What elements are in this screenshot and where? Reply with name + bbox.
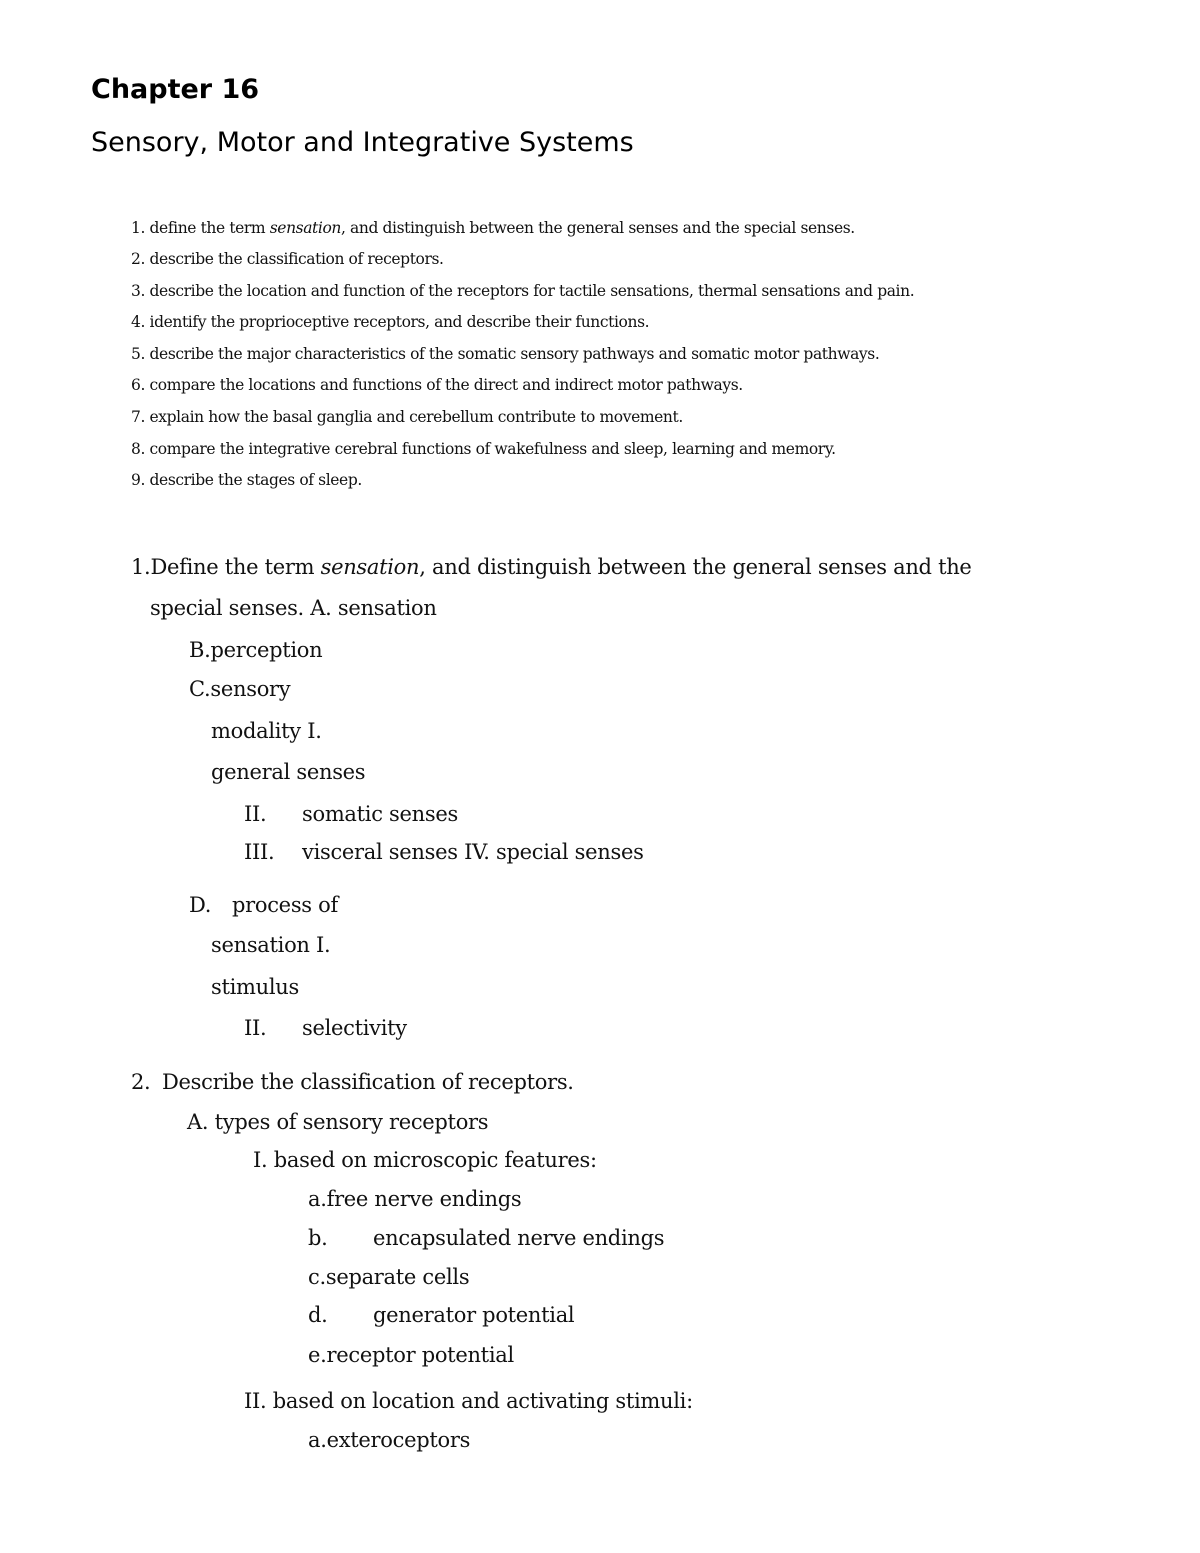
outline-line: a.exteroceptors (308, 1428, 471, 1452)
chapter-subtitle: Sensory, Motor and Integrative Systems (91, 127, 634, 158)
section-number: 2. (131, 1070, 151, 1094)
outline-line: special senses. A. sensation (150, 596, 437, 620)
outline-line: a.free nerve endings (308, 1187, 522, 1211)
objective-number: 8. (131, 440, 145, 458)
outline-line: modality I. (211, 719, 322, 743)
outline-number: d. (308, 1303, 328, 1327)
objective-text: identify the proprioceptive receptors, and describe their functions. (149, 313, 650, 331)
outline-text: visceral senses IV. special senses (302, 840, 644, 864)
objective-number: 1. (131, 219, 145, 237)
section-number: 1. (131, 555, 151, 579)
outline-line: e.receptor potential (308, 1343, 514, 1367)
objective-emphasis: sensation (269, 219, 341, 237)
outline-line: I. based on microscopic features: (253, 1148, 597, 1172)
objective-item (131, 345, 879, 363)
outline-line: general senses (211, 760, 366, 784)
objective-text: describe the classification of receptors. (149, 250, 444, 268)
objective-text: compare the integrative cerebral functions of wakefulness and sleep, learning and memory. (149, 440, 836, 458)
objective-text: explain how the basal ganglia and cerebellum contribute to movement. (149, 408, 683, 426)
objective-item (131, 440, 836, 458)
objective-text: describe the stages of sleep. (149, 471, 362, 489)
outline-text: process of (232, 893, 338, 917)
outline-text: encapsulated nerve endings (373, 1226, 665, 1250)
section-heading (131, 1070, 574, 1094)
heading-text: Define the term (150, 555, 321, 579)
outline-line: sensation I. (211, 933, 331, 957)
heading-text: Describe the classification of receptors. (162, 1070, 574, 1094)
chapter-title: Chapter 16 (91, 74, 260, 105)
outline-line: B.perception (189, 638, 323, 662)
objective-number: 2. (131, 250, 145, 268)
outline-text: generator potential (373, 1303, 575, 1327)
outline-line: II. based on location and activating stimuli: (244, 1389, 693, 1413)
outline-line (244, 840, 644, 864)
section-heading (131, 555, 972, 579)
objective-item (131, 376, 743, 394)
outline-text: somatic senses (302, 802, 458, 826)
objective-item (131, 313, 649, 331)
outline-number: D. (189, 893, 212, 917)
objective-number: 4. (131, 313, 145, 331)
objective-number: 7. (131, 408, 145, 426)
outline-text: selectivity (302, 1016, 407, 1040)
objective-text: , and distinguish between the general senses and the special senses. (340, 219, 855, 237)
heading-text: , and distinguish between the general senses and the (419, 555, 972, 579)
outline-line (244, 802, 458, 826)
objective-number: 3. (131, 282, 145, 300)
outline-number: II. (244, 1016, 267, 1040)
outline-line (308, 1226, 664, 1250)
objective-item (131, 250, 444, 268)
outline-line: c.separate cells (308, 1265, 470, 1289)
objective-item (131, 282, 914, 300)
outline-number: II. (244, 802, 267, 826)
objective-text: compare the locations and functions of the direct and indirect motor pathways. (149, 376, 743, 394)
objective-number: 9. (131, 471, 145, 489)
objective-text: define the term (149, 219, 270, 237)
objective-text: describe the location and function of the receptors for tactile sensations, thermal sensations and pain. (149, 282, 915, 300)
heading-emphasis: sensation (320, 555, 420, 579)
objective-number: 5. (131, 345, 145, 363)
objective-item (131, 219, 855, 237)
outline-line (244, 1016, 407, 1040)
objective-number: 6. (131, 376, 145, 394)
outline-line: stimulus (211, 975, 299, 999)
outline-line (308, 1303, 574, 1327)
outline-number: b. (308, 1226, 328, 1250)
objective-item (131, 408, 683, 426)
outline-number: III. (244, 840, 275, 864)
objective-text: describe the major characteristics of the somatic sensory pathways and somatic motor pathways. (149, 345, 880, 363)
objective-item (131, 471, 362, 489)
outline-line (189, 893, 338, 917)
outline-line: A. types of sensory receptors (187, 1110, 489, 1134)
outline-line: C.sensory (189, 677, 291, 701)
